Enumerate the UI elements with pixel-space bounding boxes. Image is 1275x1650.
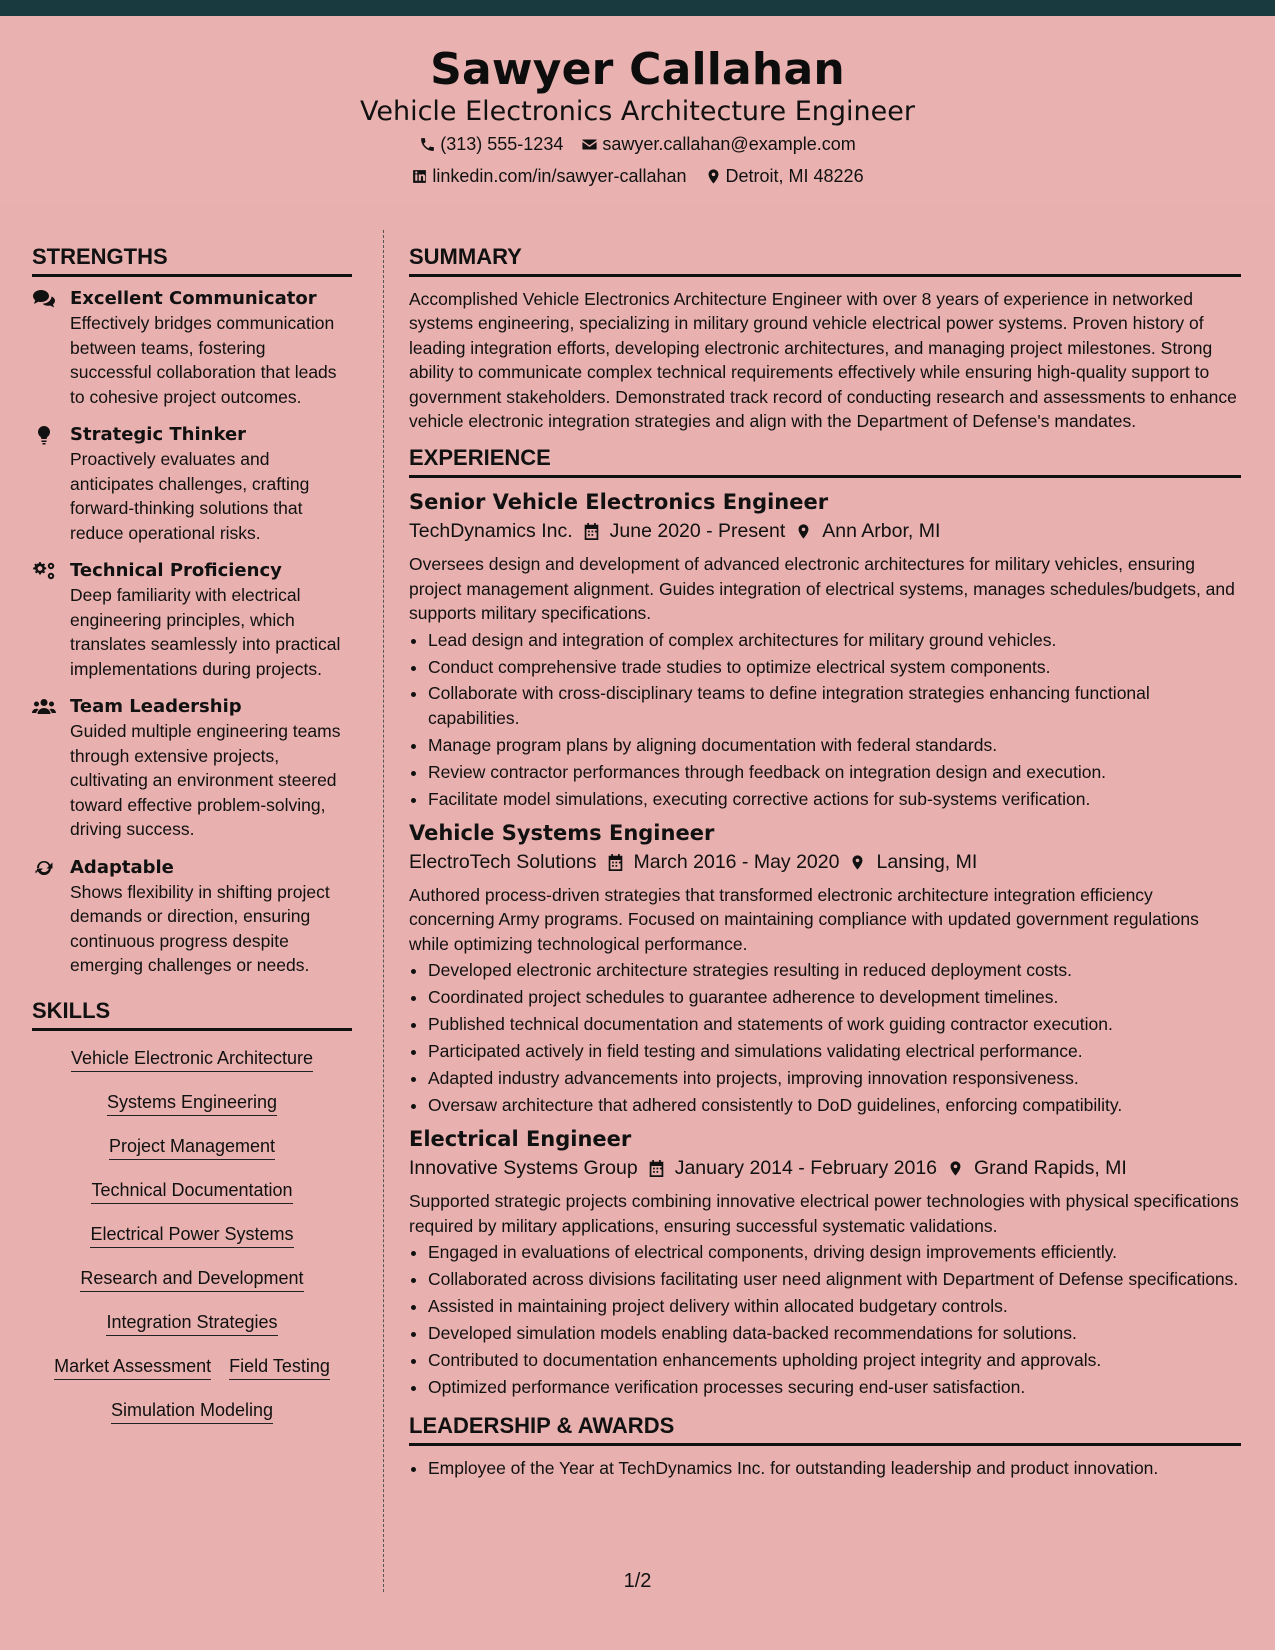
- job-bullets: [409, 958, 1241, 1117]
- linkedin-contact[interactable]: [411, 166, 686, 187]
- strength-desc: Effectively bridges communication between teams, fostering successful collaboration that leads to cohesive project outcomes.: [70, 313, 337, 407]
- strength-item: [32, 559, 352, 681]
- strength-title: Team Leadership: [70, 696, 242, 717]
- job-description: Supported strategic projects combining innovative electrical power technologies with physical specifications required by military applications, ensuring successful systematic validations.: [409, 1191, 1239, 1236]
- list-item: • Collaborate with cross-disciplinary teams to define integration strategies enhancing functional capabilities.: [428, 681, 1241, 730]
- page-number: 1/2: [623, 1570, 652, 1592]
- resume-header: [0, 16, 1275, 204]
- strengths-heading: STRENGTHS: [32, 244, 352, 277]
- calendar-icon: [583, 522, 600, 541]
- job-meta: [409, 1153, 1241, 1183]
- map-marker-icon: [705, 168, 722, 185]
- envelope-icon: [581, 136, 598, 153]
- list-item: • Participated actively in field testing and simulations validating electrical performance.: [428, 1039, 1241, 1063]
- list-item: • Developed simulation models enabling data-backed recommendations for solutions.: [428, 1321, 1241, 1345]
- job-meta: [409, 847, 1241, 877]
- map-marker-icon: [947, 1159, 964, 1178]
- email-contact[interactable]: [581, 134, 855, 155]
- phone-icon: [419, 136, 436, 153]
- left-column: [32, 244, 352, 1443]
- job-company: ElectroTech Solutions: [409, 851, 597, 873]
- job-dates: January 2014 - February 2016: [674, 1157, 938, 1180]
- skills-list: [32, 1041, 352, 1424]
- contact-row-2: [0, 166, 1275, 187]
- contact-row-1: [0, 134, 1275, 155]
- strength-item: [32, 287, 352, 409]
- skill-tag: Vehicle Electronic Architecture: [71, 1047, 313, 1072]
- location-text: Detroit, MI 48226: [725, 166, 864, 186]
- list-item: • Contributed to documentation enhancements upholding project integrity and approvals.: [428, 1348, 1241, 1372]
- skill-tag: Project Management: [109, 1135, 275, 1160]
- summary-text: Accomplished Vehicle Electronics Architecture Engineer with over 8 years of experience in networked systems engineering, specializing in military ground vehicle electrical power systems. Proven history of leading integration efforts, developing electronic architectures, and managing project milestones. Strong ability to communicate complex technical requirements effectively while ensuring high-quality support to government stakeholders. Demonstrated track record of conducting research and assessments to enhance vehicle electronic integration strategies and align with the Department of Defense's mandates.: [409, 289, 1237, 432]
- map-marker-icon: [849, 853, 866, 872]
- comments-icon: [32, 289, 56, 309]
- list-item: • Lead design and integration of complex architectures for military ground vehicles.: [428, 628, 1241, 652]
- column-divider: [383, 230, 384, 1592]
- job-description: Oversees design and development of advanced electronic architectures for military vehicles, ensuring project management alignment. Guides integration of electrical systems, manages schedules/budgets, and supports military specifications.: [409, 554, 1235, 624]
- job-company: TechDynamics Inc.: [409, 520, 573, 543]
- skill-tag: Field Testing: [229, 1355, 330, 1380]
- list-item: • Review contractor performances through feedback on integration design and execution.: [428, 760, 1241, 784]
- strength-desc: Shows flexibility in shifting project demands or direction, ensuring continuous progress despite emerging challenges or needs.: [70, 881, 330, 975]
- location-contact: [705, 166, 864, 187]
- skill-tag: Systems Engineering: [107, 1091, 277, 1116]
- summary-heading: SUMMARY: [409, 244, 1241, 277]
- job-description: Authored process-driven strategies that transformed electronic architecture integration efficiency concerning Army programs. Focused on maintaining compliance with updated government regulations while optimizing technological performance.: [409, 885, 1199, 954]
- job-dates: June 2020 - Present: [609, 520, 786, 543]
- linkedin-text: linkedin.com/in/sawyer-callahan: [432, 166, 687, 186]
- phone-contact[interactable]: [419, 134, 563, 155]
- job-title: Electrical Engineer: [409, 1127, 632, 1152]
- strength-desc: Guided multiple engineering teams through extensive projects, cultivating an environment steered toward effective problem-solving, driving success.: [70, 721, 341, 839]
- list-item: • Collaborated across divisions facilitating user need alignment with Department of Defense specifications.: [428, 1267, 1241, 1291]
- candidate-title: Vehicle Electronics Architecture Engineer: [359, 96, 915, 127]
- job-title: Vehicle Systems Engineer: [409, 821, 715, 845]
- job-company: Innovative Systems Group: [409, 1157, 638, 1180]
- strength-title: Adaptable: [70, 856, 174, 878]
- list-item: • Employee of the Year at TechDynamics Inc. for outstanding leadership and product innovation.: [428, 1456, 1241, 1480]
- list-item: • Optimized performance verification processes securing end-user satisfaction.: [428, 1375, 1241, 1399]
- list-item: • Adapted industry advancements into projects, improving innovation responsiveness.: [428, 1066, 1241, 1090]
- list-item: • Assisted in maintaining project delivery within allocated budgetary controls.: [428, 1294, 1241, 1318]
- list-item: • Engaged in evaluations of electrical components, driving design improvements efficiently.: [428, 1240, 1241, 1264]
- awards-heading: LEADERSHIP & AWARDS: [409, 1413, 1241, 1446]
- calendar-icon: [607, 853, 624, 872]
- job-location: Lansing, MI: [876, 851, 978, 873]
- list-item: • Coordinated project schedules to guarantee adherence to development timelines.: [428, 985, 1241, 1009]
- skill-tag: Simulation Modeling: [111, 1399, 273, 1424]
- skill-tag: Integration Strategies: [106, 1311, 277, 1336]
- skill-tag: Technical Documentation: [91, 1179, 292, 1204]
- job-entry: [409, 1125, 1241, 1399]
- strength-title: Strategic Thinker: [70, 424, 247, 445]
- job-entry: [409, 488, 1241, 811]
- job-title: Senior Vehicle Electronics Engineer: [409, 490, 829, 515]
- awards-list: [409, 1456, 1241, 1480]
- users-icon: [32, 697, 56, 717]
- cogs-icon: [32, 561, 56, 581]
- strength-title: Technical Proficiency: [70, 560, 282, 581]
- list-item: • Conduct comprehensive trade studies to optimize electrical system components.: [428, 655, 1241, 679]
- experience-heading: EXPERIENCE: [409, 445, 1241, 478]
- phone-text: (313) 555-1234: [440, 134, 564, 154]
- skills-heading: SKILLS: [32, 998, 352, 1031]
- job-location: Grand Rapids, MI: [974, 1157, 1127, 1180]
- strength-item: [32, 695, 352, 842]
- strength-item: [32, 856, 352, 978]
- job-bullets: [409, 1240, 1241, 1399]
- strength-desc: Deep familiarity with electrical engineering principles, which translates seamlessly into practical implementations during projects.: [70, 585, 341, 679]
- calendar-icon: [648, 1159, 665, 1178]
- job-meta: [409, 516, 1241, 546]
- skill-tag: Electrical Power Systems: [90, 1223, 293, 1248]
- strength-title: Excellent Communicator: [70, 288, 317, 309]
- strength-item: [32, 423, 352, 545]
- skill-tag: Research and Development: [80, 1267, 303, 1292]
- map-marker-icon: [795, 522, 812, 541]
- list-item: • Oversaw architecture that adhered consistently to DoD guidelines, enforcing compatibility.: [428, 1093, 1241, 1117]
- list-item: • Facilitate model simulations, executing corrective actions for sub-systems verification.: [428, 787, 1241, 811]
- linkedin-icon: [411, 168, 428, 185]
- top-color-bar: [0, 0, 1275, 16]
- sync-icon: [32, 858, 56, 878]
- job-location: Ann Arbor, MI: [822, 520, 941, 543]
- job-dates: March 2016 - May 2020: [633, 851, 840, 873]
- skill-tag: Market Assessment: [54, 1355, 211, 1380]
- list-item: • Published technical documentation and statements of work guiding contractor execution.: [428, 1012, 1241, 1036]
- list-item: • Developed electronic architecture strategies resulting in reduced deployment costs.: [428, 958, 1241, 982]
- email-text: sawyer.callahan@example.com: [602, 134, 856, 154]
- lightbulb-icon: [32, 425, 56, 445]
- list-item: • Manage program plans by aligning documentation with federal standards.: [428, 733, 1241, 757]
- job-bullets: [409, 628, 1241, 811]
- strength-desc: Proactively evaluates and anticipates challenges, crafting forward-thinking solutions that reduce operational risks.: [70, 449, 310, 543]
- candidate-name: Sawyer Callahan: [430, 44, 845, 95]
- job-entry: [409, 819, 1241, 1117]
- right-column: [409, 244, 1241, 1483]
